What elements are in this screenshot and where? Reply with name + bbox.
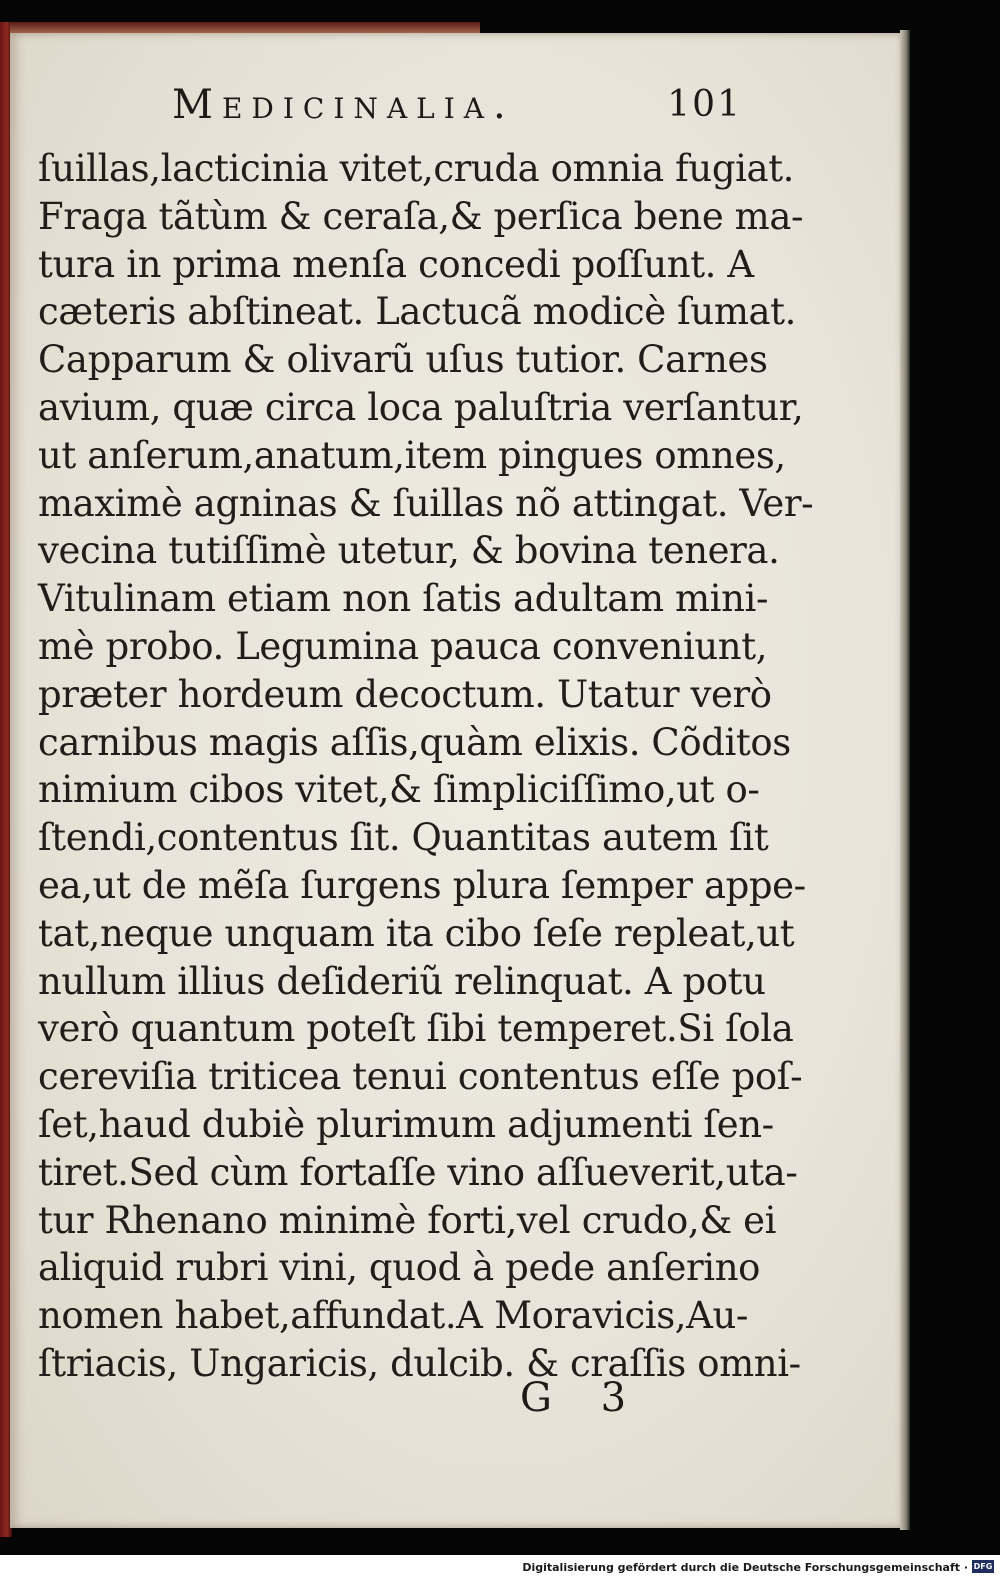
- page-number: 101: [667, 84, 742, 125]
- text-line: verò quantum poteſt ſibi temperet.Si ſola: [38, 1007, 794, 1051]
- text-line: ſuillas,lacticinia vitet,cruda omnia fugiat.: [38, 147, 795, 190]
- running-head: Medicinalia.: [172, 82, 515, 128]
- text-line: ſtriacis, Ungaricis, dulcib. & craſſis omni-: [38, 1341, 801, 1385]
- text-line: tiret.Sed cùm fortaſſe vino aſſueverit,uta-: [38, 1150, 798, 1194]
- dfg-logo-icon: DFG: [973, 1562, 993, 1571]
- funding-credit: Digitalisierung gefördert durch die Deutsche Forschungsgemeinschaft ·: [522, 1561, 968, 1574]
- text-line: nullum illius deſideriũ relinquat. A potu: [38, 959, 766, 1003]
- text-line: Capparum & olivarũ uſus tutior. Carnes: [38, 338, 768, 382]
- text-line: ſtendi,contentus ſit. Quantitas autem ſit: [38, 816, 769, 860]
- text-line: cereviſia triticea tenui contentus eſſe poſ-: [38, 1055, 803, 1099]
- text-line: tat,neque unquam ita cibo ſeſe repleat,ut: [38, 911, 795, 955]
- text-line: præter hordeum decoctum. Utatur verò: [38, 672, 772, 716]
- text-line: ſet,haud dubiè plurimum adjumenti ſen-: [38, 1102, 774, 1146]
- text-line: ea,ut de mẽſa ſurgens plura ſemper appe-: [38, 863, 806, 907]
- signature-mark: G 3: [520, 1375, 645, 1421]
- text-line: nomen habet,affundat.A Moravicis,Au-: [38, 1294, 748, 1338]
- text-line: Vitulinam etiam non ſatis adultam mini-: [38, 577, 769, 621]
- text-line: carnibus magis aſſis,quàm elixis. Cõditos: [38, 720, 791, 764]
- text-line: ut anſerum,anatum,item pingues omnes,: [38, 433, 786, 477]
- text-line: avium, quæ circa loca paluſtria verſantur,: [38, 385, 804, 429]
- text-line: vecina tutiſſimè utetur, & bovina tenera.: [38, 529, 780, 573]
- text-line: tur Rhenano minimè forti,vel crudo,& ei: [38, 1198, 777, 1242]
- text-line: maximè agninas & ſuillas nõ attingat. Ver-: [38, 481, 814, 525]
- text-line: mè probo. Legumina pauca conveniunt,: [38, 624, 768, 668]
- page-header: [172, 82, 742, 136]
- text-line: aliquid rubri vini, quod à pede anſerino: [38, 1246, 761, 1290]
- text-line: Fraga tãtùm & ceraſa,& perſica bene ma-: [38, 194, 804, 238]
- page-right-edge: [900, 30, 910, 1530]
- body-text: [38, 145, 814, 1388]
- text-line: cæteris abſtineat. Lactucã modicè ſumat.: [38, 290, 797, 334]
- text-line: nimium cibos vitet,& ſimpliciſſimo,ut o-: [38, 768, 760, 812]
- text-line: tura in prima menſa concedi poſſunt. A: [38, 242, 754, 286]
